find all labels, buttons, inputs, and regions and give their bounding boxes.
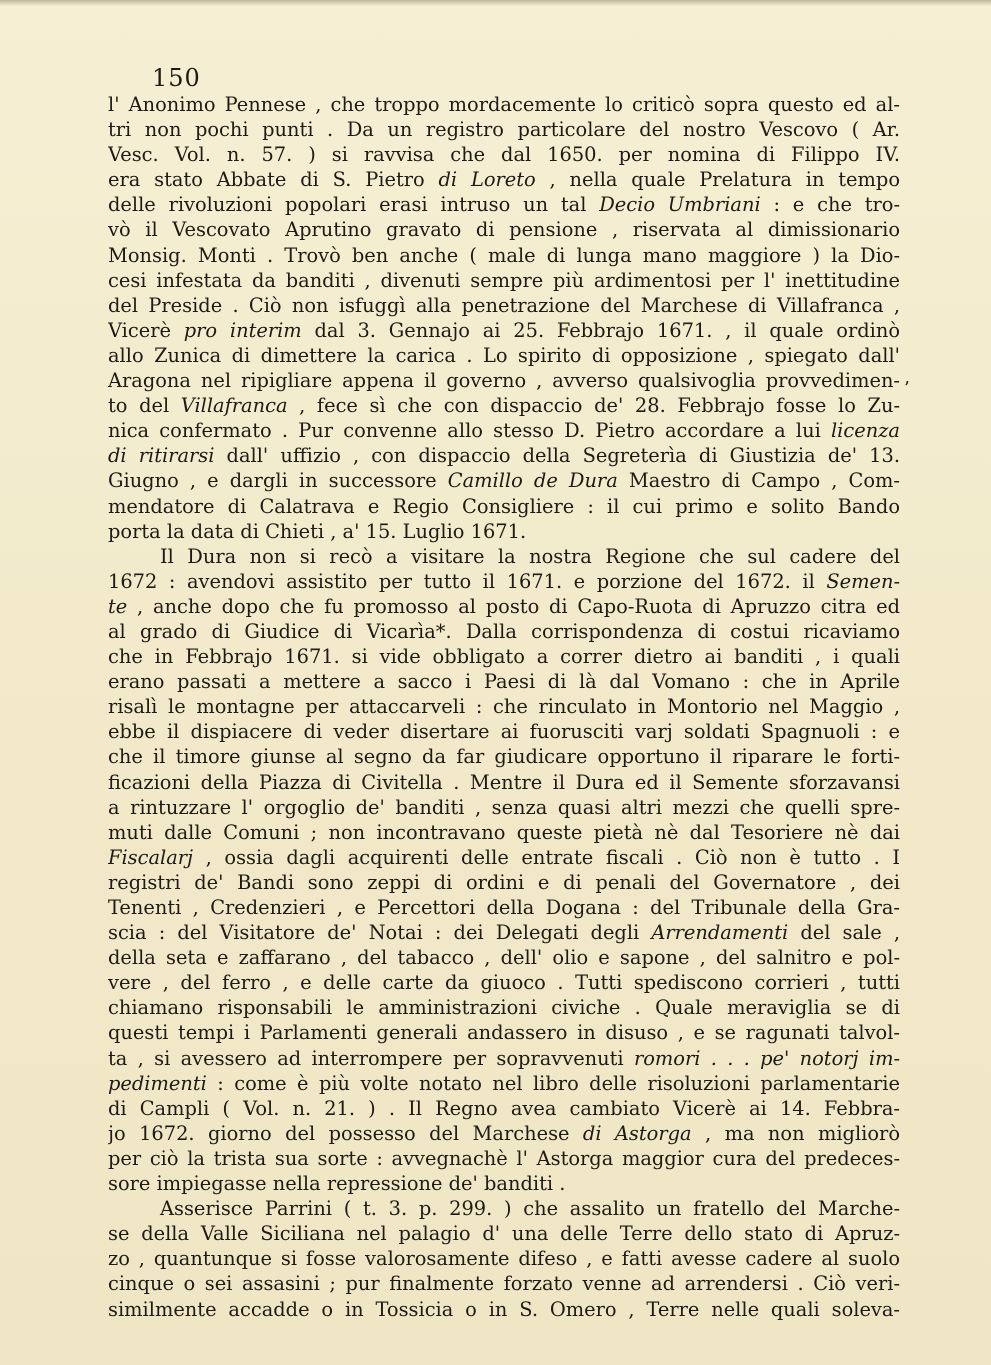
text-segment: del sale ,: [788, 921, 900, 945]
text-line: [108, 744, 900, 769]
text-segment: erano passati a mettere a sacco i Paesi di là dal Vomano : che in Aprile: [108, 670, 900, 694]
text-segment: nica confermato . Pur convenne allo stesso D. Pietro accordare a lui: [108, 419, 831, 443]
text-segment: sore impiegasse nella repressione de' banditi .: [108, 1172, 566, 1196]
text-line: [108, 1146, 900, 1171]
text-segment: Giugno , e dargli in successore: [108, 469, 448, 493]
text-segment: questi tempi i Parlamenti generali andassero in disuso , e se ragunati talvol-: [108, 1021, 900, 1045]
text-segment: chiamano risponsabili le amministrazioni civiche . Quale meraviglia se di: [108, 996, 900, 1020]
text-segment: che in Febbrajo 1671. si vide obbligato a correr dietro ai banditi , i quali: [108, 645, 900, 669]
text-segment: 1672 : avendovi assistito per tutto il 1671. e porzione del 1672. il: [108, 569, 827, 593]
text-line: [108, 217, 900, 242]
text-line: [108, 694, 900, 719]
text-line: [108, 594, 900, 619]
text-line: [108, 719, 900, 744]
italic-text: Semen-: [826, 569, 900, 593]
text-segment: dal 3. Gennajo ai 25. Febbrajo 1671. , il quale ordinò: [301, 318, 900, 342]
italic-text: te: [108, 594, 128, 618]
text-segment: Vesc. Vol. n. 57. ) si ravvisa che dal 1650. per nomina di Filippo IV.: [108, 143, 900, 167]
text-segment: di Campli ( Vol. n. 21. ) . Il Regno avea cambiato Vicerè ai 14. Febbra-: [108, 1096, 900, 1120]
text-segment: vere , del ferro , e delle carte da giuoco . Tutti spediscono corrieri , tutti: [108, 971, 900, 995]
text-line: [108, 1297, 900, 1322]
text-segment: zo , quantunque si fosse valorosamente difeso , e fatti avesse cadere al suolo: [108, 1247, 900, 1271]
italic-text: licenza: [830, 419, 900, 443]
text-segment: Maestro di Campo , Com-: [617, 469, 900, 493]
text-segment: vò il Vescovato Aprutino gravato di pensione , riservata al dimissionario: [108, 218, 900, 242]
text-line: [108, 820, 900, 845]
text-segment: Il Dura non si recò a visitare la nostra Regione che sul cadere del: [160, 544, 900, 568]
text-segment: jo 1672. giorno del possesso del Marchese: [108, 1121, 583, 1145]
scan-edge: [0, 0, 991, 6]
text-line: [108, 770, 900, 795]
text-segment: l' Anonimo Pennese , che troppo mordacemente lo criticò sopra questo ed al-: [108, 93, 900, 116]
text-segment: mendatore di Calatrava e Regio Consigliere : il cui primo e solito Bando: [108, 494, 900, 518]
text-line: [108, 293, 900, 318]
italic-text: Decio Umbriani: [599, 193, 761, 217]
italic-text: di ritirarsi: [108, 444, 215, 468]
text-segment: Monsig. Monti . Trovò ben anche ( male di lunga mano maggiore ) la Dio-: [108, 243, 900, 267]
text-line: [108, 644, 900, 669]
margin-mark: ’: [904, 378, 910, 399]
text-segment: , nella quale Prelatura in tempo: [535, 168, 900, 192]
text-line: [108, 795, 900, 820]
text-line: [108, 142, 900, 167]
text-line: [108, 167, 900, 192]
text-segment: Aragona nel ripigliare appena il governo , avverso qualsivoglia provvedimen-: [108, 369, 900, 393]
text-line: [108, 1121, 900, 1146]
text-segment: registri de' Bandi sono zeppi di ordini e di penali del Governatore , dei: [108, 870, 900, 894]
text-line: [108, 443, 900, 468]
text-segment: che il timore giunse al segno da far giudicare opportuno il riparare le forti-: [108, 745, 900, 769]
italic-text: pro interim: [183, 318, 302, 342]
text-line: [108, 368, 900, 393]
text-segment: delle rivoluzioni popolari erasi intruso un tal: [108, 193, 600, 217]
page-number: 150: [152, 64, 201, 92]
text-segment: a rintuzzare l' orgoglio de' banditi , senza quasi altri mezzi che quelli spre-: [108, 795, 900, 819]
text-segment: dall' uffizio , con dispaccio della Segreterìa di Giustizia de' 13.: [214, 444, 900, 468]
text-line: [108, 494, 900, 519]
text-segment: Asserisce Parrini ( t. 3. p. 299. ) che assalito un fratello del Marche-: [160, 1197, 900, 1221]
text-segment: , fece sì che con dispaccio de' 28. Febbrajo fosse lo Zu-: [287, 394, 900, 418]
text-segment: allo Zunica di dimettere la carica . Lo spirito di opposizione , spiegato dall': [108, 343, 900, 367]
text-line: [108, 870, 900, 895]
text-line: [108, 544, 900, 569]
text-line: [108, 1046, 900, 1071]
text-line: [108, 92, 900, 117]
text-segment: cinque o sei assasini ; pur finalmente forzato venne ad arrendersi . Ciò veri-: [108, 1272, 900, 1296]
text-segment: al grado di Giudice di Vicarìa*. Dalla corrispondenza di costui ricaviamo: [108, 619, 900, 643]
italic-text: di Astorga: [582, 1121, 692, 1145]
text-line: [108, 845, 900, 870]
text-line: [108, 468, 900, 493]
text-line: [108, 1171, 900, 1196]
text-segment: : come è più volte notato nel libro delle risoluzioni parlamentarie: [206, 1071, 900, 1095]
italic-text: pedimenti: [108, 1071, 207, 1095]
text-segment: ta , si avessero ad interrompere per sopravvenuti: [108, 1046, 634, 1070]
text-segment: se della Valle Siciliana nel palagio d' una delle Terre dello stato di Apruz-: [108, 1222, 900, 1246]
text-segment: porta la data di Chieti , a' 15. Luglio 1671.: [108, 519, 527, 543]
italic-text: Camillo de Dura: [447, 469, 618, 493]
text-segment: risalì le montagne per attaccarveli : che rinculato in Montorio nel Maggio ,: [108, 695, 900, 719]
text-segment: ficazioni della Piazza di Civitella . Mentre il Dura ed il Semente sforzavansi: [108, 770, 900, 794]
text-segment: , ma non migliorò: [691, 1121, 900, 1145]
italic-text: romori . . . pe' notorj im-: [633, 1046, 900, 1070]
text-line: [108, 945, 900, 970]
italic-text: Fiscalarj: [108, 845, 194, 869]
text-segment: muti dalle Comuni ; non incontravano queste pietà nè dal Tesoriere nè dai: [108, 820, 900, 844]
text-segment: del Preside . Ciò non isfuggì alla penetrazione del Marchese di Villafranca ,: [108, 293, 900, 317]
text-line: [108, 1196, 900, 1221]
text-line: [108, 995, 900, 1020]
text-segment: , anche dopo che fu promosso al posto di Capo-Ruota di Apruzzo citra ed: [127, 594, 900, 618]
text-line: [108, 569, 900, 594]
text-line: [108, 920, 900, 945]
text-line: [108, 519, 900, 544]
text-line: [108, 268, 900, 293]
text-line: [108, 1271, 900, 1296]
text-line: [108, 318, 900, 343]
italic-text: Villafranca: [180, 394, 288, 418]
text-line: [108, 1071, 900, 1096]
text-segment: tri non pochi punti . Da un registro particolare del nostro Vescovo ( Ar.: [108, 118, 900, 142]
text-segment: Vicerè: [108, 318, 184, 342]
text-segment: scia : del Visitatore de' Notai : dei Delegati degli: [108, 921, 652, 945]
text-line: [108, 243, 900, 268]
text-line: [108, 343, 900, 368]
text-segment: era stato Abbate di S. Pietro: [108, 168, 439, 192]
text-segment: , ossia dagli acquirenti delle entrate fiscali . Ciò non è tutto . I: [193, 845, 900, 869]
italic-text: Arrendamenti: [651, 921, 789, 945]
text-line: [108, 1221, 900, 1246]
text-segment: Tenenti , Credenzieri , e Percettori della Dogana : del Tribunale della Gra-: [108, 896, 900, 919]
text-line: [108, 669, 900, 694]
text-segment: : e che tro-: [760, 193, 900, 217]
text-segment: to del: [108, 394, 181, 418]
text-line: [108, 619, 900, 644]
italic-text: di Loreto: [438, 168, 536, 192]
text-segment: similmente accadde o in Tossicia o in S. Omero , Terre nelle quali soleva-: [108, 1297, 900, 1321]
text-segment: cesi infestata da banditi , divenuti sempre più ardimentosi per l' inettitudine: [108, 268, 900, 292]
text-segment: per ciò la trista sua sorte : avvegnachè l' Astorga maggior cura del predeces-: [108, 1146, 900, 1170]
text-line: [108, 1020, 900, 1045]
text-line: [108, 393, 900, 418]
text-line: [108, 418, 900, 443]
text-line: [108, 970, 900, 995]
text-segment: della seta e zaffarano , del tabacco , dell' olio e sapone , del salnitro e pol-: [108, 946, 900, 970]
text-line: [108, 1246, 900, 1271]
text-line: [108, 192, 900, 217]
text-segment: ebbe il dispiacere di veder disertare ai fuorusciti varj soldati Spagnuoli : e: [108, 720, 900, 744]
text-line: [108, 895, 900, 920]
text-line: [108, 1096, 900, 1121]
text-line: [108, 117, 900, 142]
body-text: [108, 92, 900, 1322]
